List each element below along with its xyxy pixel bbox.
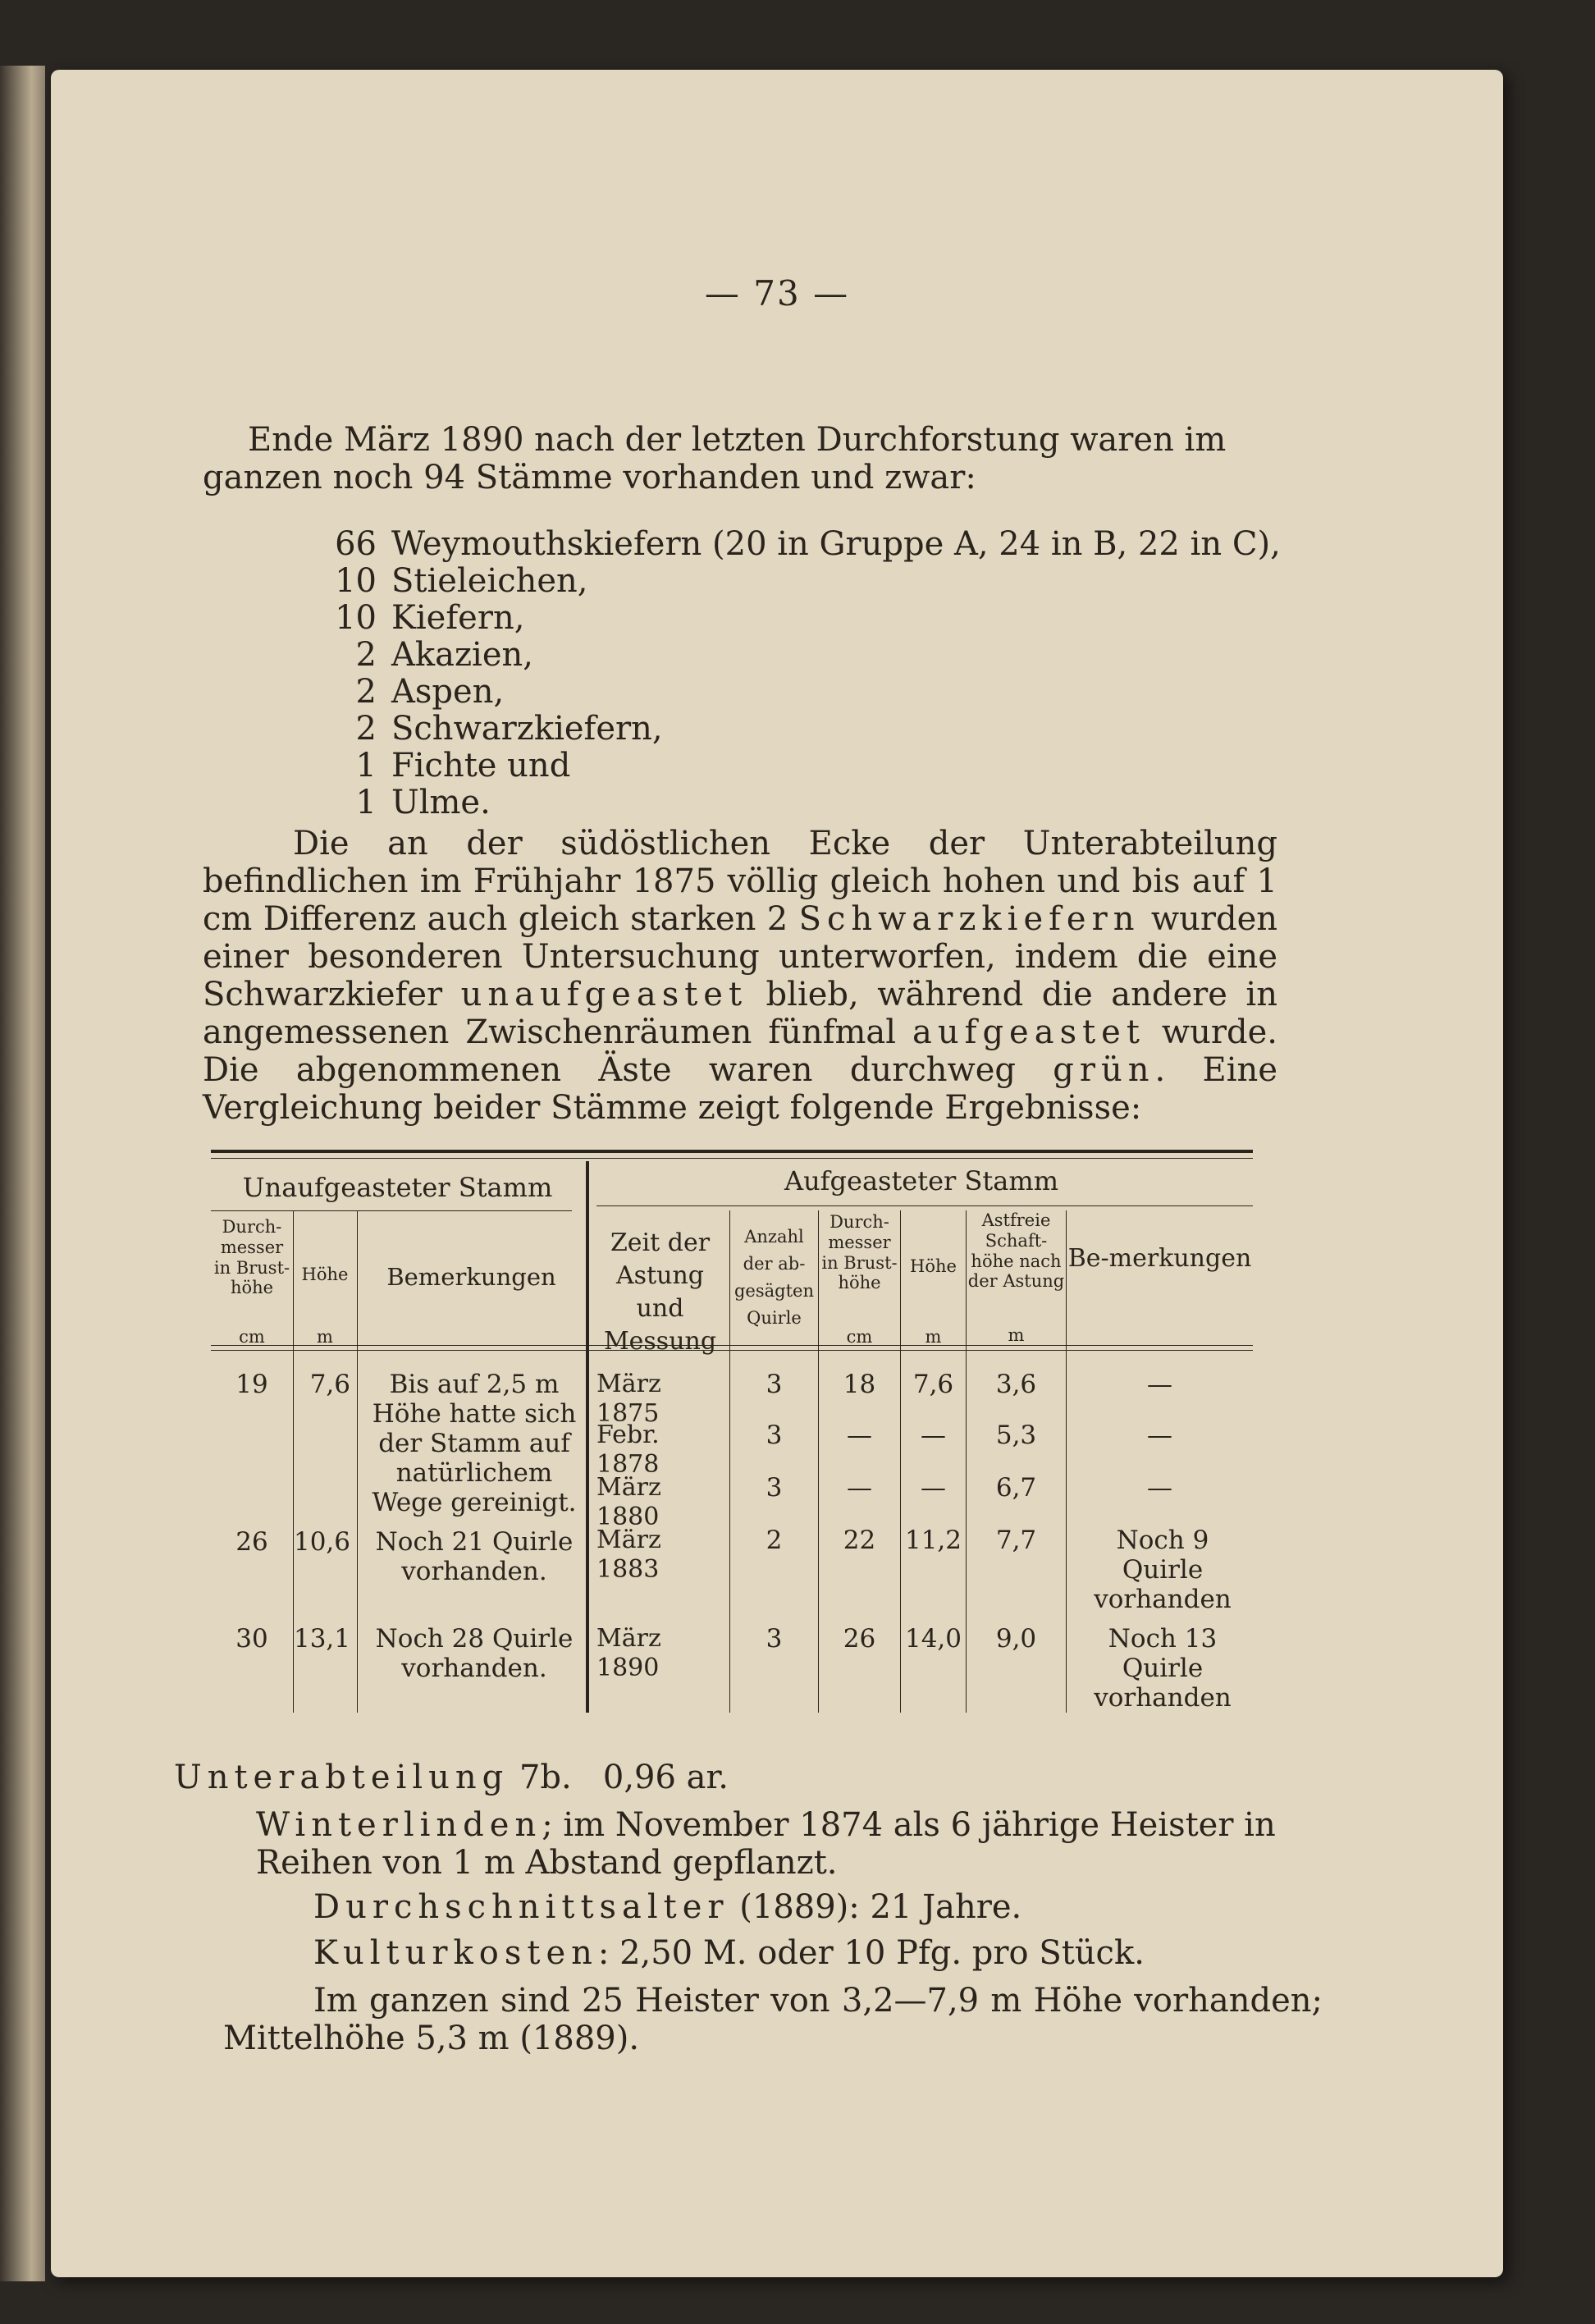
cell-astfrei: 6,7 [995,1473,1037,1503]
section-paragraph-3 [313,1934,1298,1972]
header-durchmesser-2: Durch-messer in Brust-höhe [821,1212,898,1293]
comparison-table [211,1150,1253,1724]
section-title-spaced: Unterabteilung [174,1759,510,1796]
group-underline [596,1205,1253,1206]
tree-row [326,711,1281,748]
text-run: wurden einer besonderen Untersuchung unterworfen, indem die eine Schwarzkiefer [203,900,1278,1013]
cell-durchmesser-2: 26 [843,1624,876,1654]
header-rule [211,1345,1253,1346]
text-run: : 2,50 M. oder 10 Pfg. pro Stück. [597,1934,1145,1972]
table-top-rule-thin [211,1158,1253,1159]
tree-count: 66 [335,525,377,563]
tree-count: 10 [335,562,377,600]
tree-name: Schwarzkiefern, [391,710,663,748]
text-run: blieb, während die andere in angemessenen Zwischenräumen fünfmal [203,976,1277,1051]
intro-line-2: ganzen noch 94 Stämme vorhanden und zwar: [203,459,976,496]
group-header-aufgeastet: Aufgeasteter Stamm [784,1165,1059,1196]
text-run: . Eine Vergleichung beider Stämme zeigt folgende Ergebnisse: [203,1051,1277,1127]
intro-paragraph [203,421,1277,496]
tree-row [326,526,1281,563]
header-durchmesser: Durch-messer in Brust-höhe [213,1217,290,1298]
tree-name: Stieleichen, [391,562,588,600]
header-astfrei: Astfreie Schaft-höhe nach der Astung [967,1210,1065,1292]
cell-hoehe-2: 14,0 [904,1624,962,1654]
section-paragraph-1 [256,1806,1282,1882]
tree-count: 2 [355,710,377,748]
header-rule [211,1350,1253,1351]
tree-row [326,563,1281,600]
tree-name: Weymouthskiefern (20 in Gruppe A, 24 in B, 22 in C), [391,525,1281,563]
header-anzahl: Anzahl der ab-gesägten Quirle [734,1227,814,1328]
cell-bemerkung: Noch 21 Quirle vorhanden. [375,1527,574,1586]
cell-anzahl: 2 [766,1526,783,1555]
cell-zeit: März 1880 [596,1473,661,1531]
cell-anzahl: 3 [766,1420,783,1450]
text-run-spaced: grün [1053,1051,1155,1089]
tree-name: Kiefern, [391,599,525,637]
header-bemerkungen-2: Be-merkungen [1067,1244,1252,1273]
cell-bemerkung: Noch 28 Quirle vorhanden. [375,1624,574,1683]
cell-bemerkung: Bis auf 2,5 m Höhe hatte sich der Stamm auf natürlichem Wege gereinigt. [372,1370,577,1517]
tree-count: 2 [355,673,377,711]
paragraph-text [203,825,1277,1127]
tree-count: 10 [335,599,377,637]
text-run-spaced: aufgeastet [912,1013,1145,1051]
text-run: wurde. Die abgenommenen Äste waren durchweg [203,1013,1277,1089]
cell-durchmesser-2: 18 [843,1370,876,1399]
cell-astfrei: 7,7 [995,1526,1037,1555]
cell-hoehe-2: 11,2 [904,1526,962,1555]
header-durchmesser-unit: cm [239,1327,265,1347]
cell-hoehe: 13,1 [293,1624,350,1654]
tree-row [326,748,1281,785]
cell-bemerkung-2: Noch 9 Quirle vorhanden [1094,1526,1232,1614]
tree-count: 1 [355,747,377,785]
header-bemerkungen: Bemerkungen [386,1263,556,1291]
header-hoehe-2-unit: m [925,1327,942,1347]
section-title-rest: 7b. 0,96 ar. [509,1759,729,1796]
schwarzkiefer-paragraph [203,825,1277,1127]
cell-bemerkung-2: — [1147,1420,1172,1450]
cell-hoehe: 10,6 [293,1527,350,1557]
cell-anzahl: 3 [766,1624,783,1654]
tree-row [326,785,1281,821]
paragraph-text: Im ganzen sind 25 Heister von 3,2—7,9 m Höhe vorhanden; Mittelhöhe 5,3 m (1889). [223,1982,1323,2057]
tree-count: 2 [355,636,377,674]
tree-row [326,600,1281,637]
cell-hoehe: 7,6 [309,1370,350,1399]
cell-astfrei: 3,6 [995,1370,1037,1399]
header-durchmesser-2-unit: cm [846,1327,873,1347]
cell-bemerkung-2: — [1147,1473,1172,1503]
cell-zeit: März 1875 [596,1370,661,1428]
text-run-spaced: unaufgeastet [460,976,748,1013]
cell-bemerkung-2: — [1147,1370,1172,1399]
intro-line-1: Ende März 1890 nach der letzten Durchforstung waren im [248,421,1227,459]
tree-name: Fichte und [391,747,571,785]
cell-bemerkung-2: Noch 13 Quirle vorhanden [1094,1624,1232,1713]
text-run-spaced: Durchschnittsalter [313,1888,729,1926]
tree-name: Ulme. [391,784,491,821]
text-run: ; im November 1874 als 6 jährige Heister in Reihen von 1 m Abstand gepflanzt. [256,1806,1276,1882]
tree-count: 1 [355,784,377,821]
cell-hoehe-2: — [921,1420,946,1450]
tree-row [326,674,1281,711]
cell-astfrei: 5,3 [995,1420,1037,1450]
text-run-spaced: Kulturkosten [313,1934,598,1972]
cell-anzahl: 3 [766,1473,783,1503]
header-astfrei-unit: m [1008,1325,1025,1345]
text-run-spaced: Winterlinden [256,1806,542,1844]
header-zeit: Zeit der Astung und Messung [603,1228,717,1356]
cell-zeit: Febr. 1878 [596,1420,660,1479]
header-hoehe-2: Höhe [910,1256,957,1276]
table-top-rule [211,1150,1253,1153]
book-left-page-edge [0,66,45,2281]
cell-durchmesser-2: — [847,1420,872,1450]
cell-zeit: März 1890 [596,1624,661,1682]
section-title [174,1759,1298,1796]
cell-hoehe-2: 7,6 [912,1370,954,1399]
tree-name: Aspen, [391,673,505,711]
tree-list [326,526,1281,821]
section-paragraph-4 [223,1982,1323,2057]
cell-hoehe-2: — [921,1473,946,1503]
book-page [51,70,1503,2277]
text-run-spaced: Schwarzkiefern [798,900,1140,938]
text-run: Die an der südöstlichen Ecke der Unterabteilung befindlichen im Frühjahr 1875 völlig gleich hohen und bis auf 1 cm Differenz auch gleich starken 2 [203,825,1277,938]
cell-durchmesser-2: 22 [843,1526,876,1555]
cell-anzahl: 3 [766,1370,783,1399]
cell-astfrei: 9,0 [995,1624,1037,1654]
cell-durchmesser: 19 [235,1370,268,1399]
cell-durchmesser: 30 [235,1624,268,1654]
group-divider [586,1161,589,1713]
section-paragraph-2 [313,1888,1298,1926]
group-underline [211,1210,572,1211]
text-run: (1889): 21 Jahre. [729,1888,1022,1926]
group-header-unaufgeastet: Unaufgeasteter Stamm [242,1172,553,1203]
col-divider [1066,1210,1067,1713]
header-hoehe-unit: m [317,1327,333,1347]
header-hoehe: Höhe [301,1265,349,1284]
tree-name: Akazien, [391,636,533,674]
cell-durchmesser-2: — [847,1473,872,1503]
cell-zeit: März 1883 [596,1526,661,1584]
page-number: — 73 — [704,273,850,313]
cell-durchmesser: 26 [235,1527,268,1557]
tree-row [326,637,1281,674]
